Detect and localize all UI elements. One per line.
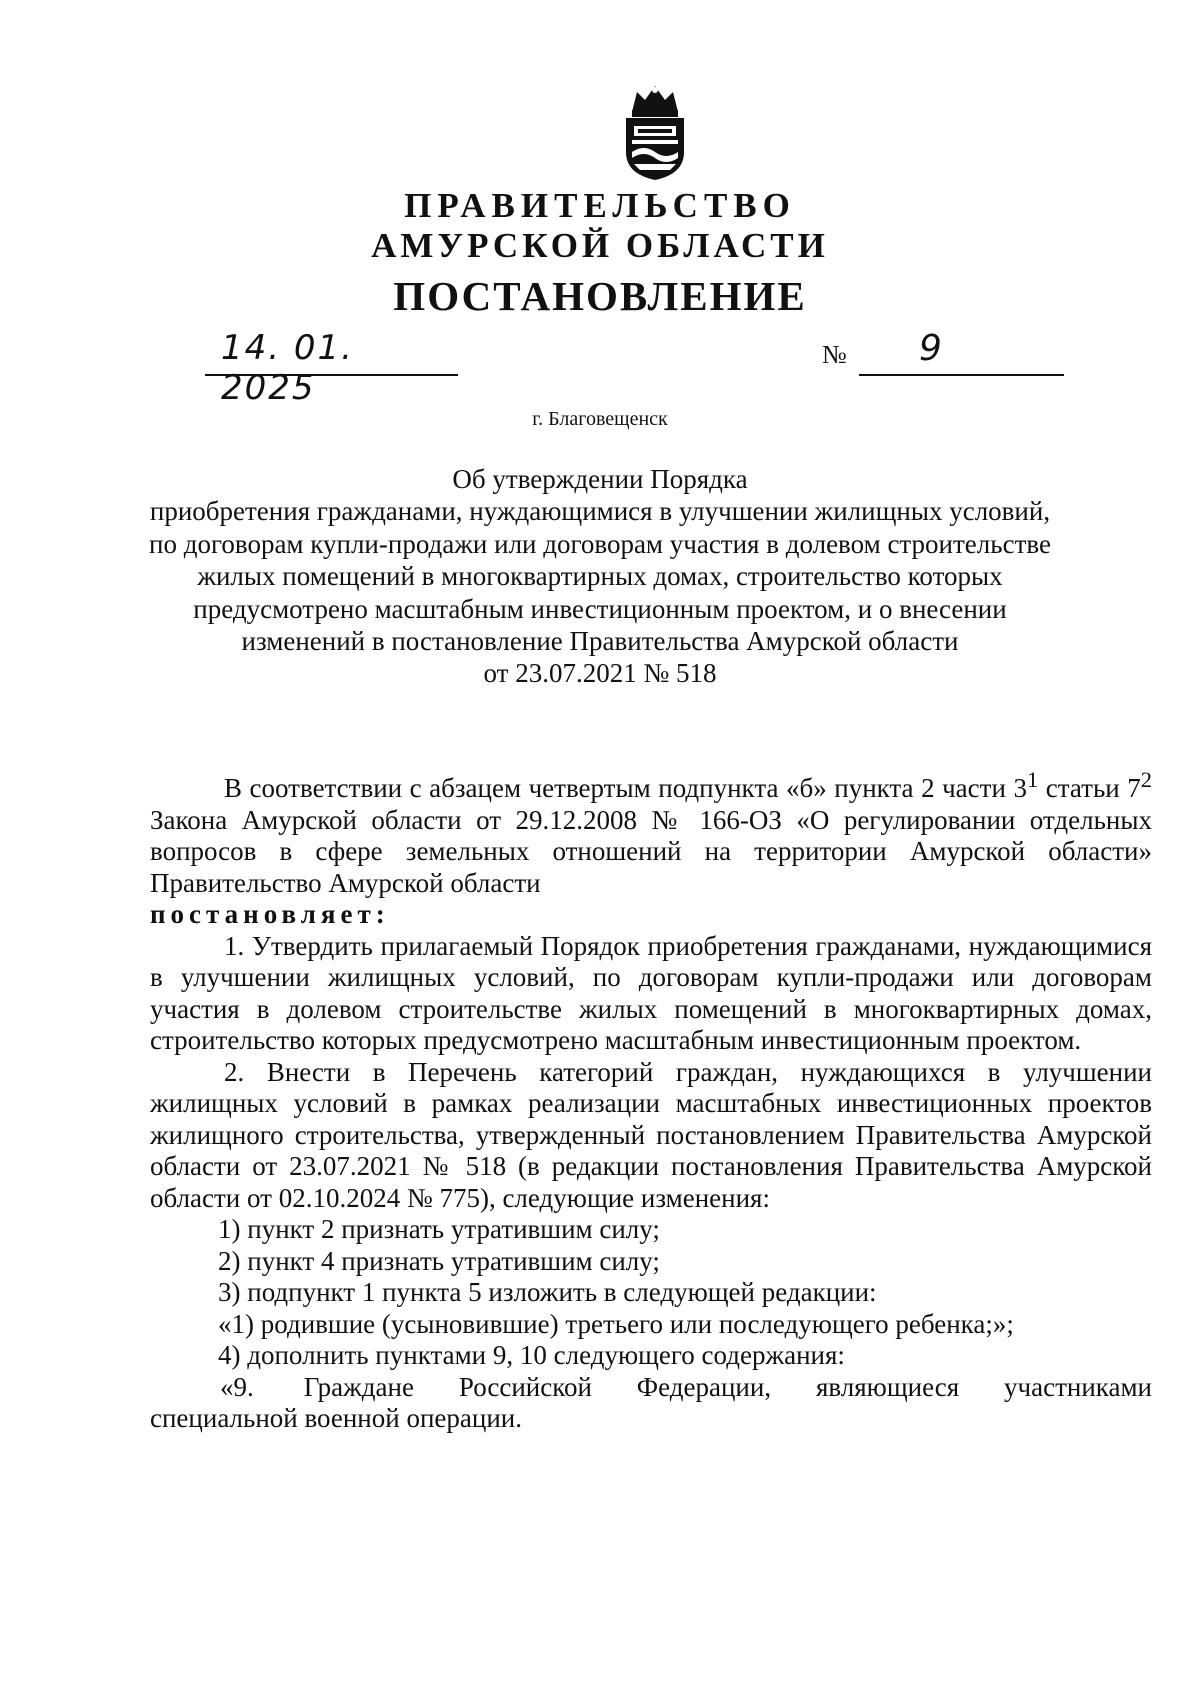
- subitem: «1) родившие (усыновившие) третьего или последующего ребенка;»;: [218, 1308, 1014, 1339]
- document-type: ПОСТАНОВЛЕНИЕ: [393, 273, 807, 319]
- resolves-word: постановляет:: [150, 899, 390, 929]
- coat-of-arms-icon: [612, 82, 698, 182]
- title-line: Об утверждении Порядка: [452, 464, 748, 494]
- title-line: предусмотрено масштабным инвестиционным проектом, и о внесении: [193, 593, 1007, 624]
- title-line: по договорам купли-продажи или договорам участия в долевом строительстве: [149, 528, 1051, 559]
- government-name-line2: АМУРСКОЙ ОБЛАСТИ: [371, 226, 829, 265]
- item-9-text: Граждане Российской Федерации, являющиеся участниками специальной военной операции.: [150, 1371, 1152, 1433]
- government-name-line1: ПРАВИТЕЛЬСТВО: [404, 186, 796, 225]
- item-2: 2. Внести в Перечень категорий граждан, нуждающихся в улучшении жилищных условий в рамках реализации масштабных инвестиционных проектов жилищного строительства, утвержденный постановлением Правительства Амурской области от 23.07.2021 № 518 (в редакции постановления Правительства Амурской области от 02.10.2024 № 775), следующие изменения:: [150, 1056, 1152, 1213]
- subitem: 3) подпункт 1 пункта 5 изложить в следующей редакции:: [218, 1277, 877, 1307]
- number-field: [859, 328, 1064, 376]
- title-line: приобретения гражданами, нуждающимися в улучшении жилищных условий,: [149, 496, 1051, 527]
- title-line: изменений в постановление Правительства Амурской области: [241, 626, 959, 657]
- preamble-part: статьи 7: [1038, 773, 1141, 803]
- title-line: жилых помещений в многоквартирных домах, строительство которых: [197, 561, 1003, 592]
- city: г. Благовещенск: [532, 408, 668, 430]
- preamble: [150, 764, 1152, 899]
- item-1: 1. Утвердить прилагаемый Порядок приобретения гражданами, нуждающимися в улучшении жилищных условий, по договорам купли-продажи или договорам участия в долевом строительстве жилых помещений в многоквартирных домах, строительство которых предусмотрено масштабным инвестиционным проектом.: [150, 930, 1152, 1055]
- document-body: [150, 764, 1152, 1435]
- subitem: 4) дополнить пунктами 9, 10 следующего содержания:: [218, 1340, 845, 1370]
- superscript: 2: [1140, 767, 1152, 792]
- document-title: [100, 463, 1100, 690]
- preamble-part: Закона Амурской области от 29.12.2008 № 166-ОЗ «О регулировании отдельных вопросов в сфере земельных отношений на территории Амурской области» Правительство Амурской области: [150, 804, 1152, 898]
- number-value: 9: [919, 328, 942, 369]
- title-line: от 23.07.2021 № 518: [483, 658, 717, 689]
- date-value: 14. 01. 2025: [221, 328, 354, 408]
- item-9-number: «9.: [220, 1371, 254, 1402]
- number-label: №: [822, 340, 847, 369]
- superscript: 1: [1026, 767, 1039, 792]
- item-9: [150, 1372, 1152, 1435]
- preamble-part: В соответствии с абзацем четвертым подпункта «б» пункта 2 части 3: [224, 773, 1027, 803]
- subitem: 2) пункт 4 признать утратившим силу;: [218, 1245, 660, 1276]
- subitem: 1) пункт 2 признать утратившим силу;: [218, 1214, 660, 1244]
- date-field: [205, 328, 458, 408]
